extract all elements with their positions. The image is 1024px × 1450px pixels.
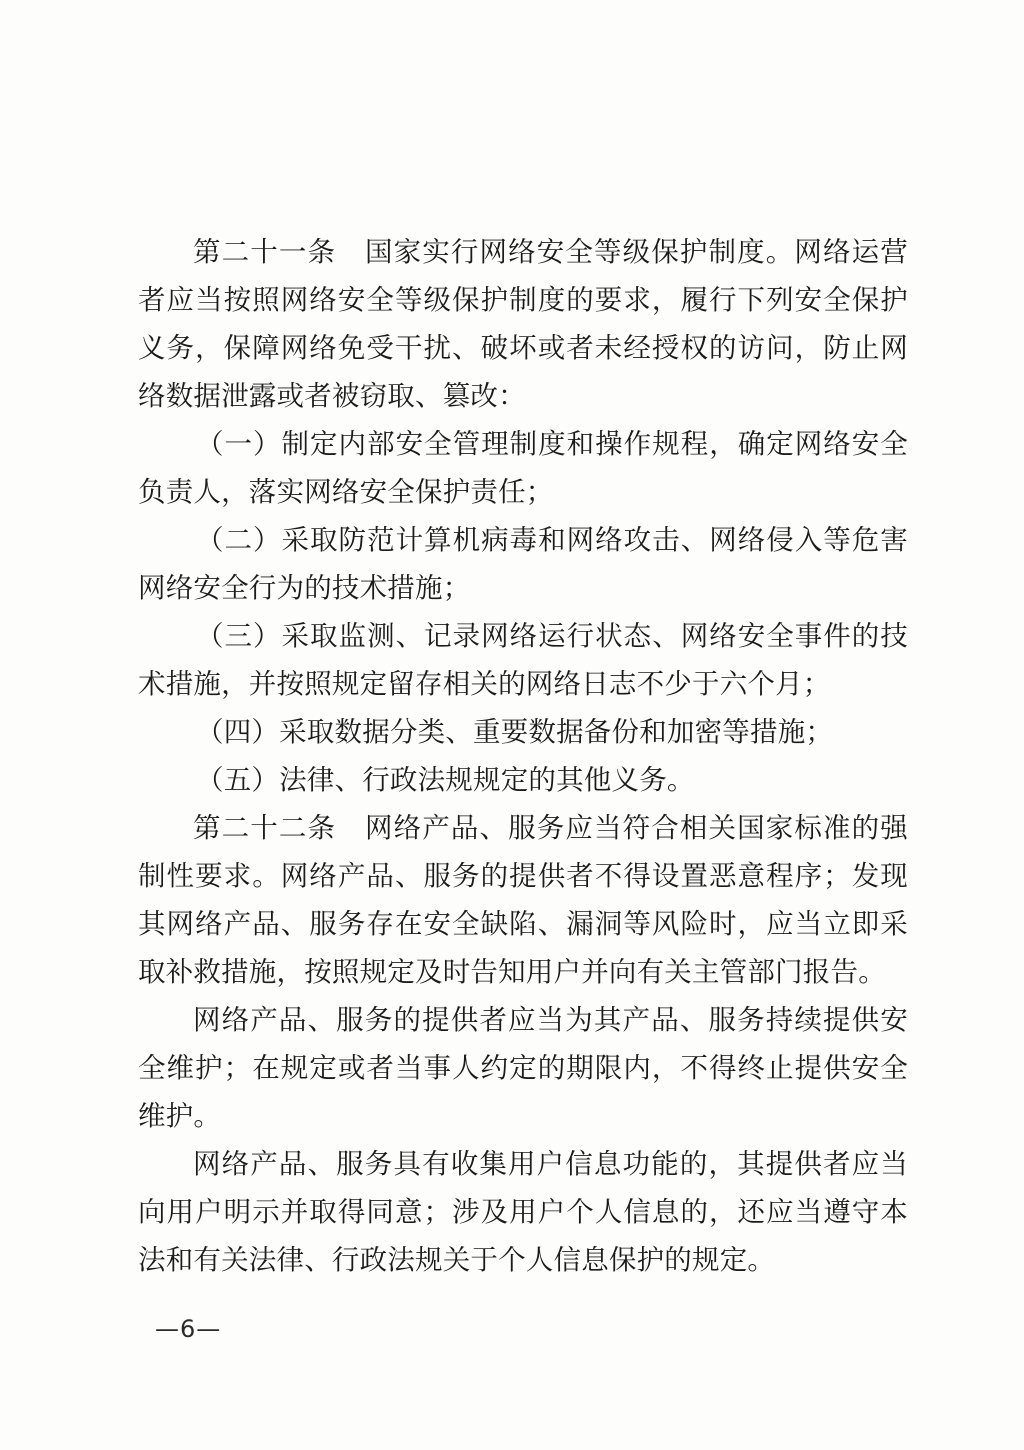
paragraph-article-22: [138, 804, 908, 996]
paragraph-article-21-item-5: [138, 756, 908, 804]
article-number-21: 第二十一条: [193, 236, 337, 268]
document-body: [138, 228, 908, 1284]
paragraph-text: （一）制定内部安全管理制度和操作规程，确定网络安全负责人，落实网络安全保护责任；: [138, 428, 908, 508]
paragraph-article-21-item-1: [138, 420, 908, 516]
paragraph-text: 网络产品、服务应当符合相关国家标准的强制性要求。网络产品、服务的提供者不得设置恶意程序；发现其网络产品、服务存在安全缺陷、漏洞等风险时，应当立即采取补救措施，按照规定及时告知用户并向有关主管部门报告。: [138, 812, 908, 988]
paragraph-text: （四）采取数据分类、重要数据备份和加密等措施；: [196, 716, 834, 748]
paragraph-article-21-item-4: [138, 708, 908, 756]
paragraph-text: （五）法律、行政法规规定的其他义务。: [196, 764, 695, 796]
paragraph-article-21-item-2: [138, 516, 908, 612]
paragraph-article-22-para-3: [138, 1140, 908, 1284]
paragraph-text: 网络产品、服务的提供者应当为其产品、服务持续提供安全维护；在规定或者当事人约定的期限内，不得终止提供安全维护。: [138, 1004, 908, 1132]
paragraph-text: （二）采取防范计算机病毒和网络攻击、网络侵入等危害网络安全行为的技术措施；: [138, 524, 908, 604]
page-number: —6—: [155, 1315, 222, 1343]
article-number-22: 第二十二条: [193, 812, 337, 844]
paragraph-text: （三）采取监测、记录网络运行状态、网络安全事件的技术措施，并按照规定留存相关的网络日志不少于六个月；: [138, 620, 908, 700]
paragraph-article-22-para-2: [138, 996, 908, 1140]
paragraph-text: 国家实行网络安全等级保护制度。网络运营者应当按照网络安全等级保护制度的要求，履行下列安全保护义务，保障网络免受干扰、破坏或者未经授权的访问，防止网络数据泄露或者被窃取、篡改：: [138, 236, 908, 412]
paragraph-text: 网络产品、服务具有收集用户信息功能的，其提供者应当向用户明示并取得同意；涉及用户个人信息的，还应当遵守本法和有关法律、行政法规关于个人信息保护的规定。: [138, 1148, 908, 1276]
paragraph-article-21-item-3: [138, 612, 908, 708]
paragraph-article-21: [138, 228, 908, 420]
